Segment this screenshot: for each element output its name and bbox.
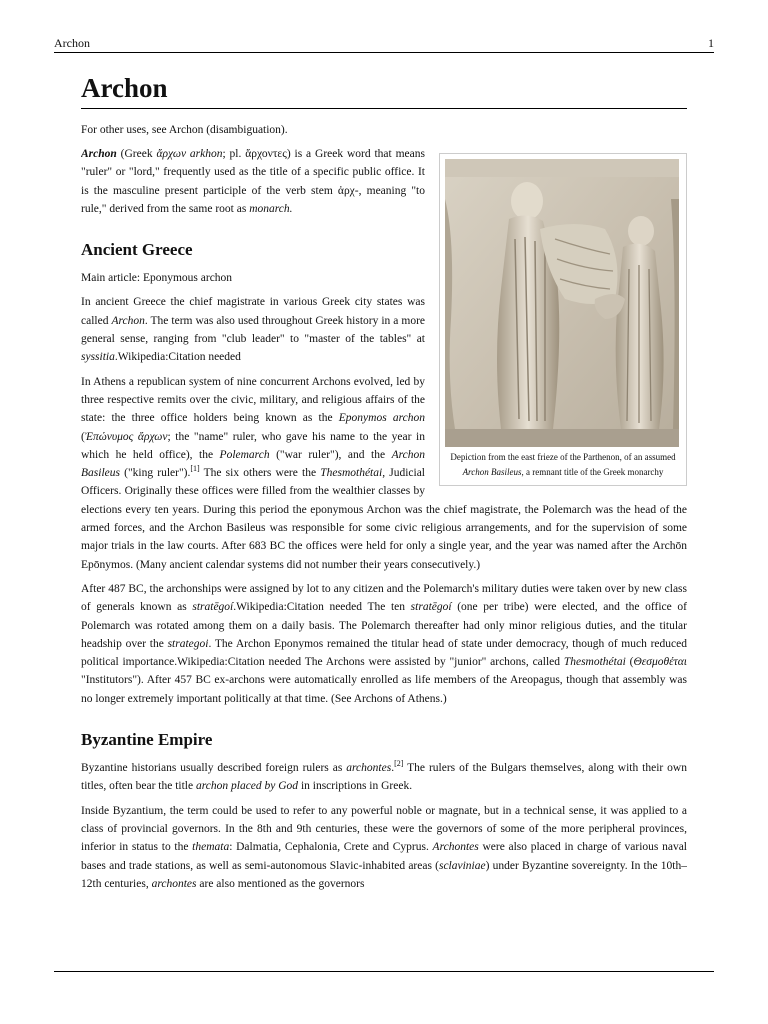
ancient-greece-paragraph-1: In ancient Greece the chief magistrate in various Greek city states was called Archon. The term was also used throughout Greek history in a more general sense, ranging from "club leader" to "master of the tables" at syssitia.Wikipedia:Citation needed [81, 296, 425, 364]
figure-caption: Depiction from the east frieze of the Parthenon, of an assumed Archon Basileus, a remnant title of the Greek monarchy [450, 452, 676, 477]
main-article-hatnote[interactable]: Main article: Eponymous archon [81, 272, 233, 285]
page-number: 1 [708, 36, 714, 50]
byzantine-paragraph-2: Inside Byzantium, the term could be used to refer to any powerful noble or magnate, but in a technical sense, it was applied to a class of provincial governors. In the 8th and 9th centuries, these were the governors of some of the more peripheral provinces, inferior in status to the themata: Dalmatia, Cephalonia, Crete and Cyprus. Archontes were also placed in charge of various naval bases and trade stations, as well as semi-autonomous Slavic-inhabited areas (sclaviniae) under Byzantine sovereignty. In the 10th–12th centuries, archontes are also mentioned as the governors [81, 804, 687, 890]
heading-ancient-greece: Ancient Greece [81, 240, 193, 260]
running-header [54, 36, 714, 52]
page-body [81, 70, 687, 950]
intro-paragraph: Archon (Greek ἄρχων arkhon; pl. ἄρχοντες) is a Greek word that means "ruler" or "lord," frequently used as the title of a specific public office. It is the masculine present participle of the verb stem ἀρχ-, meaning "to rule," derived from the same root as monarch. [81, 148, 425, 215]
ancient-greece-paragraph-2: In Athens a republican system of nine concurrent Archons evolved, led by three respective remits over the civic, military, and religious affairs of the state: the three office holders being known as the Eponymos archon (Ἐπώνυμος ἄρχων; the "name" ruler, who gave his name to the year in which he held office), the Polemarch ("war ruler"), and the Archon Basileus ("king ruler").[1] The six others were the Thesmothétai, Judicial Officers. Originally these offices were filled from the wealthier classes by elections every ten years. During this period the eponymous Archon was the chief magistrate, the Polemarch was the head of the armed forces, and the Archon Basileus was responsible for some civic religious arrangements, and for the supervision of some major trials in the law courts. After 683 BC the offices were held for only a single year, and the year was named after the Archōn Epōnymos. (Many ancient calendar systems did not number their years consecutively.) [81, 375, 687, 571]
citation-ref-2[interactable]: [2] [394, 759, 404, 769]
byzantine-paragraph-1: Byzantine historians usually described foreign rulers as archontes.[2] The rulers of the Bulgars themselves, along with their own titles, often bear the title archon placed by God in inscriptions in Greek. [81, 759, 687, 793]
disambiguation-hatnote[interactable]: For other uses, see Archon (disambiguation). [81, 124, 288, 136]
parthenon-frieze-figure [439, 153, 687, 486]
ancient-greece-paragraph-3: After 487 BC, the archonships were assigned by lot to any citizen and the Polemarch's military duties were taken over by new class of generals known as stratēgoí.Wikipedia:Citation needed The ten stratēgoí (one per tribe) were elected, and the office of Polemarch was rotated among them on a daily basis. The Polemarch thereafter had only minor religious duties, and the titular headship over the strategoi. The Archon Eponymos remained the titular head of state under democracy, though of much reduced political importance.Wikipedia:Citation needed The Archons were assisted by "junior" archons, called Thesmothétai (Θεσμοθέται "Institutors"). After 457 BC ex-archons were automatically enrolled as life members of the Areopagus, though that assembly was no longer extremely important politically at that time. (See Archons of Athens.) [81, 582, 687, 705]
intro-term: Archon [81, 148, 117, 160]
footer-rule [54, 971, 714, 972]
parthenon-frieze-image [445, 159, 679, 447]
citation-ref-1[interactable]: [1] [190, 464, 200, 474]
header-rule [54, 52, 714, 53]
page-title: Archon [81, 70, 687, 109]
heading-byzantine-empire: Byzantine Empire [81, 730, 213, 750]
running-title: Archon [54, 36, 90, 50]
